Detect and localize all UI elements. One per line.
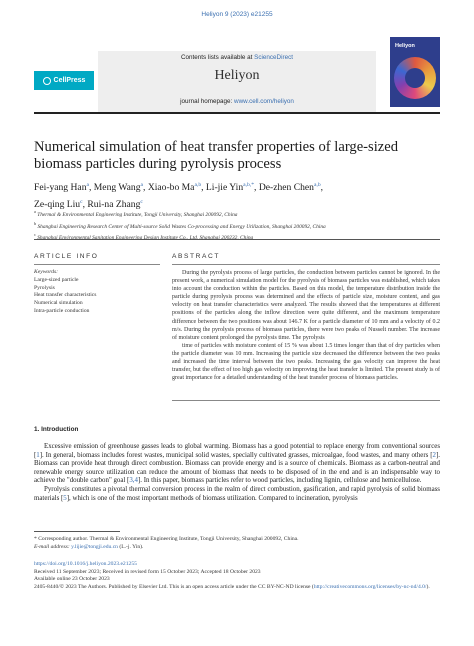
- affiliation-list: [34, 208, 440, 243]
- body-paragraph: [34, 443, 440, 486]
- corresponding-author-text: * Corresponding author. Thermal & Environmental Engineering Institute, Tongji University, Shanghai 200092, China.: [34, 536, 299, 542]
- citation-link[interactable]: 2: [432, 451, 436, 459]
- journal-cover-thumbnail: [390, 37, 440, 107]
- keyword-item: Heat transfer characteristics: [34, 292, 97, 299]
- front-matter-divider: [34, 239, 440, 240]
- cellpress-logo-text: CellPress: [53, 77, 86, 84]
- running-head[interactable]: Heliyon 9 (2023) e21255: [201, 11, 273, 18]
- keyword-item: Large-sized particle: [34, 276, 79, 283]
- title-line-2: biomass particles during pyrolysis process: [34, 156, 282, 172]
- affiliation-item: [34, 220, 440, 232]
- email-label: E-mail address:: [34, 544, 70, 551]
- cover-title: Heliyon: [395, 43, 415, 49]
- keywords-label: Keywords:: [34, 269, 59, 275]
- abstract-heading: ABSTRACT: [172, 253, 220, 260]
- citation-link[interactable]: 1: [36, 451, 40, 459]
- license-end: ).: [426, 583, 430, 590]
- author-affiliation-marker[interactable]: c: [80, 199, 83, 206]
- author-list: Fei-yang Han$^a$, Meng Wang$^a$, Xiao-bo Ma$^{a,b}$, Li-jie Yin$^{a,b,*}$, De-zhen Chen$^{a,b}$, Ze-qing Liu$^c$, Rui-na Zhang$^c$: [34, 182, 324, 211]
- license-link[interactable]: http://creativecommons.org/licenses/by-nc-nd/4.0/: [313, 583, 427, 590]
- article-info-heading: ARTICLE INFO: [34, 253, 99, 260]
- availability-line: [98, 54, 376, 61]
- abstract-bottom-rule: [172, 400, 440, 401]
- author-name[interactable]: De-zhen Chen: [258, 182, 314, 194]
- affiliation-marker: a: [34, 209, 36, 214]
- author-name[interactable]: Rui-na Zhang: [87, 199, 141, 211]
- section-heading-introduction: 1. Introduction: [34, 426, 79, 433]
- citation-link[interactable]: 3,4: [129, 477, 138, 485]
- availability-prefix: Contents lists available at: [180, 54, 255, 61]
- publication-info: [34, 561, 440, 591]
- body-text-run: ]. Biomass can provide heat through direct combustion. Biomass can provide energy and is a source of chemicals. Biomass as a carbon-neutral and renewable energy source utilization can reduce the amount of biomass that needs to be disposed of in the end and is an indispensable way to achieve the "double carbon" goal [: [34, 451, 440, 485]
- keywords-block: [34, 269, 160, 316]
- affiliation-marker: c: [34, 232, 36, 238]
- email-suffix: (L.-j. Yin).: [117, 544, 144, 551]
- doi-link[interactable]: https://doi.org/10.1016/j.heliyon.2023.e21255: [34, 561, 137, 567]
- article-title: [34, 139, 440, 173]
- author-affiliation-marker[interactable]: a,b,*: [243, 182, 255, 188]
- affiliation-text: Shanghai Engineering Research Center of Multi-source Solid Wastes Co-processing and Energy Utilization, Shanghai 200092, China: [37, 223, 326, 230]
- corresponding-author-footnote: [34, 535, 440, 552]
- license-statement: [34, 584, 440, 592]
- keyword-item: Numerical simulation: [34, 300, 83, 307]
- journal-name: Heliyon: [214, 68, 260, 83]
- author-name[interactable]: Xiao-bo Ma: [147, 182, 195, 194]
- homepage-prefix: journal homepage:: [180, 98, 235, 105]
- author-affiliation-marker[interactable]: a: [140, 182, 144, 188]
- available-online-date: Available online 23 October 2023: [34, 576, 110, 583]
- author-name[interactable]: Li-jie Yin: [205, 182, 244, 194]
- cellpress-mark-icon: [43, 77, 51, 85]
- cover-swirl-center: [405, 68, 425, 88]
- author-affiliation-marker[interactable]: a: [86, 182, 89, 188]
- abstract-paragraph: time of particles with moisture content of 15 % was about 1.5 times longer than that of dry particles when the particle diameter was 10 mm. Increasing the particle size decreased the difference between the two peaks and increased the time interval between the two peaks. Increasing the gas velocity can improve the heat transfer, but the effect of too high gas velocity on improving the heat transfer is limited. The present study is of great importance for a detailed understanding of the heat transfer process of biomass particles.: [172, 342, 440, 382]
- author-name[interactable]: Ze-qing Liu: [34, 199, 81, 211]
- affiliation-item: [34, 208, 440, 220]
- email-link[interactable]: y.lijie@tongji.edu.cn: [71, 544, 118, 551]
- keyword-item: Pyrolysis: [34, 284, 55, 291]
- keyword-item: Intra-particle conduction: [34, 307, 90, 314]
- author-name[interactable]: Fei-yang Han: [34, 182, 87, 194]
- introduction-body: [34, 443, 440, 503]
- title-line-1: Numerical simulation of heat transfer properties of large-sized: [34, 139, 399, 155]
- affiliation-text: Shanghai Environmental Sanitation Engineering Design Institute Co., Ltd, Shanghai 200232, China: [37, 234, 254, 241]
- email-line: [34, 543, 440, 551]
- license-text: 2405-8440/© 2023 The Authors. Published by Elsevier Ltd. This is an open access article under the CC BY-NC-ND license (: [34, 583, 314, 590]
- affiliation-text: Thermal & Environmental Engineering Institute, Tongji University, Shanghai 200092, China: [37, 211, 238, 218]
- abstract-rule: [172, 264, 440, 265]
- footnote-rule: [34, 531, 120, 532]
- affiliation-marker: b: [34, 220, 37, 226]
- article-info-rule: [34, 264, 160, 265]
- received-dates: Received 11 September 2023; Received in revised form 15 October 2023; Accepted 18 October 2023: [34, 568, 261, 575]
- body-text-run: ]. In general, biomass includes forest wastes, municipal solid wastes, specially cultivated grasses, microalgae, food wastes, and many others [: [39, 451, 433, 459]
- journal-homepage: [98, 98, 376, 105]
- cellpress-logo: [34, 71, 94, 90]
- header-divider: [34, 112, 440, 114]
- affiliation-item: [34, 231, 440, 243]
- sciencedirect-link[interactable]: ScienceDirect: [254, 54, 293, 61]
- abstract-body: [172, 269, 440, 382]
- author-name[interactable]: Meng Wang: [93, 182, 141, 194]
- author-affiliation-marker[interactable]: a,b: [194, 182, 202, 188]
- body-paragraph: [34, 486, 440, 503]
- body-text-run: Pyrolysis constitutes a pivotal thermal conversion process in the realm of direct combustion, gasification, and rapid pyrolysis of solid biomass materials [: [34, 485, 440, 502]
- abstract-paragraph: During the pyrolysis process of large particles, the conduction between particles cannot be ignored. In the present work, a numerical simulation model for the pyrolysis of biomass particles was established, which takes into account the conduction within the particles. Based on this model, the temperature distribution inside the particle during pyrolysis process was determined and the effects of particle size, moisture content, and gas velocity on heat transfer characteristics were analyzed. The results showed that the temperatures at different positions of the particles along the inflow direction were quite different, and the maximum temperature difference between the two positions was about 146.7 K for a particle diameter of 10 mm and a velocity of 0.2 m/s. During the pyrolysis process of biomass particles, there were two peaks of Nusselt number. The increase of moisture content prolonged the pyrolysis time. The pyrolysis: [172, 270, 440, 341]
- body-text-run: ]. In this paper, biomass particles refer to wood particles, including lignin, cellulose and hemicellulose.: [137, 477, 422, 485]
- homepage-link[interactable]: www.cell.com/heliyon: [234, 98, 294, 105]
- author-affiliation-marker[interactable]: c: [140, 199, 143, 206]
- citation-link[interactable]: 5: [63, 494, 67, 502]
- author-affiliation-marker[interactable]: a,b: [313, 182, 321, 188]
- body-text-run: Excessive emission of greenhouse gasses leads to global warming. Biomass has a good potential to replace energy from conventional sources [: [34, 443, 440, 459]
- body-text-run: ], which is one of the most important methods of biomass utilization. Compared to incineration, pyrolysis: [66, 494, 358, 502]
